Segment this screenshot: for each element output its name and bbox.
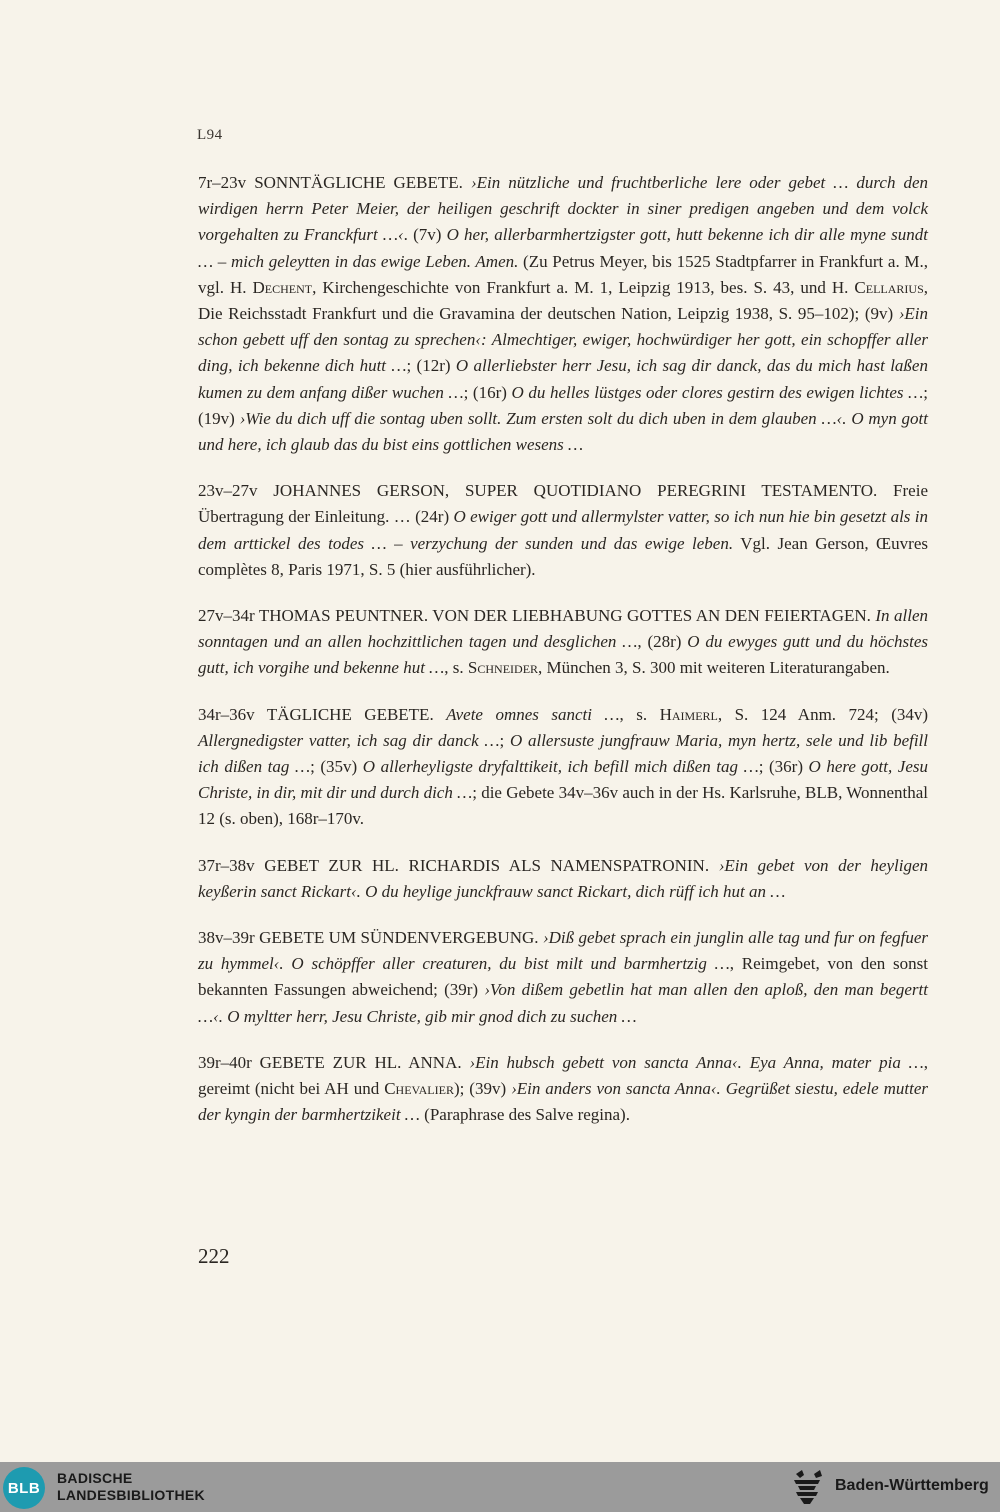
text: , Kirchengeschichte von Frankfurt a. M. 1, Leipzig 1913, bes. S. 43, und H. xyxy=(312,277,855,297)
incipit: O allerheyligste dryfalttikeit, ich befill mich dißen tag … xyxy=(362,757,759,777)
entry-5 xyxy=(198,853,928,905)
incipit: O allerliebster herr Jesu, ich sag dir danck, das du mich hast laßen kumen zu dem anfang dißer wuchen … xyxy=(198,356,928,402)
folio-range: 37r–38v xyxy=(198,855,255,875)
text: . (7v) xyxy=(403,225,447,245)
text: (Zu Petrus Meyer, bis 1525 Stadtpfarrer in Frankfurt a. M., vgl. H. xyxy=(198,251,928,297)
text: , s. xyxy=(444,658,468,678)
incipit: O here gott, Jesu Christe, in dir, mit dir und durch dich … xyxy=(198,757,928,803)
entry-title: GEBET ZUR HL. RICHARDIS ALS NAMENSPATRONIN. xyxy=(264,855,719,875)
incipit: O du helles lüstges oder clores gestirn des ewigen lichtes … xyxy=(511,382,924,402)
state-name[interactable]: Baden-Württemberg xyxy=(835,1477,989,1494)
entry-4 xyxy=(198,702,928,833)
incipit: ›Wie du dich uff die sontag uben sollt. Zum ersten solt du dich uben in dem glauben …‹. O myn gott und here, ich glaub das du bist eins gottlichen wesens … xyxy=(198,408,928,455)
text: (Paraphrase des Salve regina). xyxy=(419,1105,630,1125)
incipit: In allen sonntagen und an allen hochzittlichen tagen und desglichen … xyxy=(198,606,928,652)
author-name: Chevalier xyxy=(384,1079,454,1099)
incipit: ›Von dißem gebetlin hat man allen den aploß, den man begertt …‹. O myltter herr, Jesu Christe, gib mir gnod dich zu suchen … xyxy=(198,980,928,1026)
entry-title: TÄGLICHE GEBETE. xyxy=(266,704,447,724)
library-name-line-1: BADISCHE xyxy=(57,1470,133,1486)
text: , (28r) xyxy=(637,632,688,652)
text: , gereimt (nicht bei AH und xyxy=(198,1052,929,1099)
incipit: O her, allerbarmhertzigster gott, hutt bekenne ich dir alle myne sundt … – mich geleytten in das ewige Leben. Amen. xyxy=(198,225,928,271)
incipit: ›Ein nützliche und fruchtberliche lere oder gebet … durch den wirdigen herrn Peter Meier, der heiligen geschrift dockter in siner predigen angeben und dem volck vorgehalten zu Franckfurt …‹ xyxy=(198,173,929,245)
folio-range: 38v–39r xyxy=(198,928,255,948)
author-name: Dechent xyxy=(252,277,313,297)
entry-3 xyxy=(198,603,928,682)
incipit: ›Ein gebet von der heyligen keyßerin sanct Rickart‹. O du heylige junckfrauw sanct Rickart, dich rüff ich hut an … xyxy=(198,855,929,901)
text: ; (12r) xyxy=(406,356,456,376)
entry-list xyxy=(198,170,928,1129)
folio-range: 27v–34r xyxy=(198,606,255,626)
incipit: O du ewyges gutt und du höchstes gutt, ich vorgihe und bekenne hut … xyxy=(198,632,929,678)
folio-range: 39r–40r xyxy=(198,1052,252,1072)
incipit: Avete omnes sancti … xyxy=(446,704,620,724)
manuscript-signature: L94 xyxy=(197,127,223,143)
entry-7 xyxy=(198,1050,928,1129)
author-name: Schneider xyxy=(467,658,539,678)
entry-6 xyxy=(198,925,928,1030)
text: , s. xyxy=(619,704,660,724)
folio-range: 34r–36v xyxy=(198,704,255,724)
text: ; (35v) xyxy=(310,757,363,777)
text: ; xyxy=(499,730,510,750)
text: ; (19v) xyxy=(198,382,928,428)
text: Vgl. Jean Gerson, Œuvres complètes 8, Paris 1971, S. 5 (hier ausführlicher). xyxy=(198,533,928,579)
author-name: Haimerl xyxy=(659,704,718,724)
viewer-footer xyxy=(0,1462,1000,1512)
text: ; die Gebete 34v–36v auch in der Hs. Karlsruhe, BLB, Wonnenthal 12 (s. oben), 168r–170v. xyxy=(198,783,929,829)
incipit: ›Diß gebet sprach ein junglin alle tag und fur on fegfuer zu hymmel‹. O schöpffer aller creaturen, du bist milt und barmhertzig … xyxy=(198,928,928,974)
entry-title: GEBETE UM SÜNDENVERGEBUNG. xyxy=(259,928,543,948)
entry-2 xyxy=(198,478,928,583)
text: , Die Reichsstadt Frankfurt und die Gravamina der deutschen Nation, Leipzig 1938, S. 95–102); (9v) xyxy=(198,277,928,324)
entry-title: SONNTÄGLICHE GEBETE. xyxy=(254,173,471,192)
incipit: ›Ein hubsch gebett von sancta Anna‹. Eya Anna, mater pia … xyxy=(469,1052,924,1072)
text: ; (36r) xyxy=(758,757,809,777)
page-number: 222 xyxy=(198,1244,230,1268)
entry-1 xyxy=(198,170,928,458)
incipit: ›Ein anders von sancta Anna‹. Gegrüßet siestu, edele mutter der kyngin der barmhertzikeit … xyxy=(198,1079,928,1125)
text: , München 3, S. 300 mit weiteren Literaturangaben. xyxy=(538,658,890,678)
incipit: ›Ein schon gebett uff den sontag zu sprechen‹: Almechtiger, ewiger, hochwürdiger her gott, ein schopffer aller ding, ich bekenne dich hutt … xyxy=(198,304,928,376)
text: ); (39v) xyxy=(453,1079,512,1099)
text: ; (16r) xyxy=(463,382,512,402)
text: , Reimgebet, von den sonst bekannten Fassungen abweichend; (39r) xyxy=(198,954,928,1000)
incipit: Allergnedigster vatter, ich sag dir danck … xyxy=(198,730,500,750)
entry-title: THOMAS PEUNTNER. VON DER LIEBHABUNG GOTTES AN DEN FEIERTAGEN. xyxy=(258,606,876,626)
folio-range: 23v–27v xyxy=(198,481,258,501)
incipit: O allersuste jungfrauw Maria, myn hertz, sele und lib befill ich dißen tag … xyxy=(198,730,929,777)
coat-of-arms-icon xyxy=(790,1468,826,1508)
folio-range: 7r–23v xyxy=(198,173,247,192)
author-name: Cellarius xyxy=(854,277,924,297)
incipit: O ewiger gott und allermylster vatter, so ich nun hie bin gesetzt als in dem arttickel des todes … – verzychung der sunden und das ewige leben. xyxy=(198,507,928,553)
entry-title: GEBETE ZUR HL. ANNA. xyxy=(259,1052,470,1072)
blb-logo[interactable]: BLB xyxy=(3,1467,45,1509)
text: , S. 124 Anm. 724; (34v) xyxy=(717,704,929,724)
library-name[interactable] xyxy=(57,1470,205,1504)
entry-title: JOHANNES GERSON, SUPER QUOTIDIANO PEREGRINI TESTAMENTO. Freie Übertragung der Einleitung. … (24r) xyxy=(198,481,928,527)
library-name-line-2: LANDESBIBLIOTHEK xyxy=(57,1487,205,1503)
